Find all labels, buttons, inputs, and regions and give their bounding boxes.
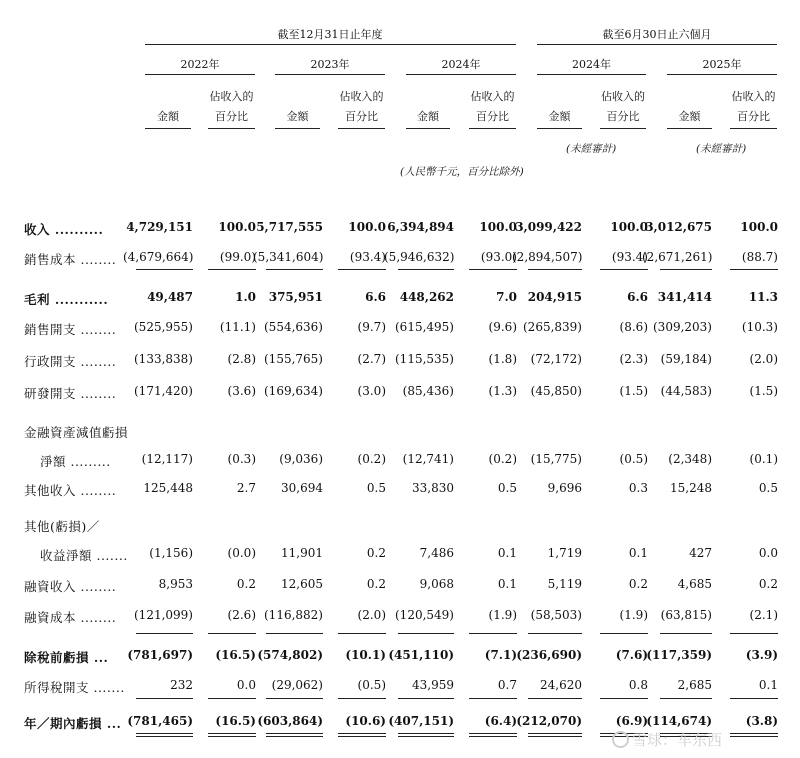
percent-cell: (7.6) <box>615 648 648 662</box>
subtotal-rule <box>600 269 648 270</box>
subtotal-rule <box>338 633 386 634</box>
sub-rule <box>730 128 777 129</box>
subtotal-rule <box>398 633 454 634</box>
amount-header: 金額 <box>548 110 571 123</box>
percent-cell: (3.0) <box>357 384 386 398</box>
row-label: 銷售開支 ........ <box>24 322 117 337</box>
amount-cell: 9,068 <box>419 577 454 591</box>
subtotal-rule <box>660 269 712 270</box>
subtotal-rule <box>338 698 386 699</box>
amount-cell: 341,414 <box>657 290 712 304</box>
total-rule <box>398 733 454 734</box>
percent-cell: 0.1 <box>497 577 517 591</box>
percent-header-line1: 佔收入的 <box>470 90 515 103</box>
percent-header-line1: 佔收入的 <box>601 90 645 103</box>
subtotal-rule <box>528 633 582 634</box>
percent-cell: (1.5) <box>619 384 648 398</box>
subtotal-rule <box>469 633 517 634</box>
percent-cell: (93.4) <box>349 250 386 264</box>
percent-cell: 0.1 <box>497 546 517 560</box>
percent-cell: 0.2 <box>366 546 386 560</box>
subtotal-rule <box>730 269 778 270</box>
amount-cell: (9,036) <box>279 452 323 466</box>
row-label-cont: 淨額 ......... <box>40 454 111 469</box>
amount-cell: (45,850) <box>530 384 582 398</box>
subtotal-rule <box>338 269 386 270</box>
amount-header: 金額 <box>286 110 309 123</box>
subtotal-rule <box>528 269 582 270</box>
year-header: 2024年 <box>441 58 481 71</box>
percent-cell: (1.8) <box>488 352 517 366</box>
total-rule <box>469 736 517 737</box>
percent-cell: (0.0) <box>227 546 256 560</box>
row-label: 除稅前虧損 ... <box>24 650 109 665</box>
row-label: 收入 .......... <box>24 222 104 237</box>
percent-cell: (1.3) <box>488 384 517 398</box>
amount-cell: 9,696 <box>547 481 582 495</box>
row-label: 融資收入 ........ <box>24 579 117 594</box>
row-label: 金融資產減值虧損 <box>24 425 129 440</box>
amount-cell: 2,685 <box>677 678 712 692</box>
amount-cell: (120,549) <box>395 608 454 622</box>
percent-cell: (0.5) <box>619 452 648 466</box>
percent-cell: (93.4) <box>611 250 648 264</box>
amount-cell: (115,535) <box>395 352 454 366</box>
total-rule <box>338 736 386 737</box>
percent-header-line2: 百分比 <box>345 110 378 123</box>
percent-cell: 0.0 <box>758 546 778 560</box>
group-header-interim: 截至6月30日止六個月 <box>602 28 712 41</box>
percent-cell: (1.5) <box>749 384 778 398</box>
percent-cell: (2.3) <box>619 352 648 366</box>
amount-header: 金額 <box>678 110 701 123</box>
amount-cell: 33,830 <box>412 481 454 495</box>
amount-cell: (12,117) <box>141 452 193 466</box>
percent-cell: (8.6) <box>619 320 648 334</box>
percent-header-line2: 百分比 <box>215 110 248 123</box>
percent-cell: 7.0 <box>496 290 517 304</box>
amount-cell: (407,151) <box>388 714 454 728</box>
total-rule <box>208 736 256 737</box>
percent-cell: (0.2) <box>357 452 386 466</box>
percent-cell: (10.3) <box>741 320 778 334</box>
amount-cell: (554,636) <box>264 320 323 334</box>
percent-cell: 0.3 <box>628 481 648 495</box>
percent-cell: (9.6) <box>488 320 517 334</box>
amount-header: 金額 <box>417 110 439 123</box>
amount-cell: 5,119 <box>547 577 582 591</box>
percent-cell: (0.2) <box>488 452 517 466</box>
amount-cell: (2,894,507) <box>512 250 583 264</box>
amount-cell: (15,775) <box>530 452 582 466</box>
amount-cell: (155,765) <box>264 352 323 366</box>
percent-cell: 0.5 <box>497 481 517 495</box>
subtotal-rule <box>136 633 193 634</box>
row-label: 其他(虧損)／ <box>24 519 100 534</box>
percent-header-line1: 佔收入的 <box>339 90 384 103</box>
subtotal-rule <box>398 698 454 699</box>
amount-cell: 7,486 <box>419 546 454 560</box>
row-label: 行政開支 ........ <box>24 354 117 369</box>
percent-cell: (10.1) <box>345 648 386 662</box>
year-rule <box>406 74 516 75</box>
amount-cell: 1,719 <box>547 546 582 560</box>
subtotal-rule <box>266 633 323 634</box>
subtotal-rule <box>398 269 454 270</box>
percent-cell: 100.0 <box>740 220 778 234</box>
subtotal-rule <box>600 633 648 634</box>
year-header: 2023年 <box>310 58 350 71</box>
amount-cell: 12,605 <box>281 577 323 591</box>
subtotal-rule <box>660 698 712 699</box>
subtotal-rule <box>600 698 648 699</box>
amount-cell: (121,099) <box>134 608 193 622</box>
group-header-annual: 截至12月31日止年度 <box>277 28 383 41</box>
amount-cell: (603,864) <box>257 714 323 728</box>
row-label: 其他收入 ........ <box>24 483 117 498</box>
amount-cell: (85,436) <box>402 384 454 398</box>
percent-cell: 2.7 <box>236 481 256 495</box>
amount-cell: 11,901 <box>281 546 323 560</box>
amount-cell: 375,951 <box>268 290 323 304</box>
amount-cell: (781,697) <box>127 648 193 662</box>
amount-cell: 6,394,894 <box>387 220 454 234</box>
sub-rule <box>469 128 516 129</box>
percent-cell: (9.7) <box>357 320 386 334</box>
amount-cell: (1,156) <box>149 546 193 560</box>
unaudited-note: (未經審計) <box>566 143 617 155</box>
percent-cell: (0.3) <box>227 452 256 466</box>
amount-cell: (451,110) <box>388 648 454 662</box>
amount-cell: 5,717,555 <box>256 220 323 234</box>
subtotal-rule <box>266 698 323 699</box>
percent-cell: 100.0 <box>610 220 648 234</box>
amount-cell: (781,465) <box>127 714 193 728</box>
percent-cell: (2.7) <box>357 352 386 366</box>
percent-cell: 0.2 <box>236 577 256 591</box>
total-rule <box>528 733 582 734</box>
amount-cell: 49,487 <box>147 290 193 304</box>
percent-cell: 100.0 <box>218 220 256 234</box>
percent-cell: (0.1) <box>749 452 778 466</box>
total-rule <box>136 733 193 734</box>
amount-cell: (133,838) <box>134 352 193 366</box>
amount-cell: (58,503) <box>530 608 582 622</box>
amount-cell: (236,690) <box>516 648 582 662</box>
year-header: 2022年 <box>180 58 220 71</box>
amount-cell: 43,959 <box>412 678 454 692</box>
percent-header-line2: 百分比 <box>606 110 640 123</box>
amount-cell: 448,262 <box>399 290 454 304</box>
amount-cell: 232 <box>170 678 193 692</box>
percent-cell: (1.9) <box>488 608 517 622</box>
percent-header-line1: 佔收入的 <box>731 90 776 103</box>
row-label: 所得稅開支 ....... <box>24 680 125 695</box>
amount-cell: (44,583) <box>660 384 712 398</box>
sub-rule <box>208 128 255 129</box>
year-header: 2024年 <box>572 58 611 71</box>
total-rule <box>136 736 193 737</box>
percent-cell: (16.5) <box>215 648 256 662</box>
subtotal-rule <box>266 269 323 270</box>
amount-cell: (265,839) <box>523 320 582 334</box>
group-rule-annual <box>145 44 516 45</box>
subtotal-rule <box>528 698 582 699</box>
percent-cell: (6.9) <box>615 714 648 728</box>
year-rule <box>667 74 777 75</box>
amount-cell: 4,729,151 <box>126 220 193 234</box>
amount-cell: (59,184) <box>660 352 712 366</box>
total-rule <box>266 733 323 734</box>
watermark-text: 雪球：车东西 <box>632 731 723 749</box>
percent-cell: (93.0) <box>480 250 517 264</box>
amount-cell: (116,882) <box>264 608 323 622</box>
row-label: 融資成本 ........ <box>24 610 117 625</box>
percent-cell: 6.6 <box>365 290 386 304</box>
amount-cell: (117,359) <box>646 648 712 662</box>
percent-cell: 0.8 <box>628 678 648 692</box>
percent-cell: (88.7) <box>741 250 778 264</box>
subtotal-rule <box>208 633 256 634</box>
percent-cell: (11.1) <box>219 320 256 334</box>
amount-cell: (72,172) <box>530 352 582 366</box>
sub-rule <box>667 128 712 129</box>
group-rule-interim <box>537 44 777 45</box>
row-label: 銷售成本 ........ <box>24 252 117 267</box>
row-label-cont: 收益淨額 ....... <box>40 548 128 563</box>
percent-cell: (0.5) <box>357 678 386 692</box>
percent-cell: (6.4) <box>484 714 517 728</box>
total-rule <box>266 736 323 737</box>
amount-cell: (2,348) <box>668 452 712 466</box>
percent-cell: (2.8) <box>227 352 256 366</box>
amount-cell: (309,203) <box>653 320 712 334</box>
year-rule <box>275 74 385 75</box>
amount-cell: (574,802) <box>257 648 323 662</box>
unaudited-note: (未經審計) <box>696 143 747 155</box>
percent-cell: 0.2 <box>366 577 386 591</box>
percent-cell: (16.5) <box>215 714 256 728</box>
amount-cell: (5,946,632) <box>384 250 455 264</box>
sub-rule <box>338 128 385 129</box>
percent-header-line1: 佔收入的 <box>209 90 254 103</box>
subtotal-rule <box>730 633 778 634</box>
amount-header: 金額 <box>157 110 179 123</box>
watermark-icon <box>612 731 629 748</box>
amount-cell: (2,671,261) <box>642 250 713 264</box>
amount-cell: (169,634) <box>264 384 323 398</box>
subtotal-rule <box>208 269 256 270</box>
amount-cell: 125,448 <box>143 481 193 495</box>
amount-cell: 427 <box>689 546 712 560</box>
percent-cell: (2.0) <box>357 608 386 622</box>
percent-cell: 100.0 <box>348 220 386 234</box>
subtotal-rule <box>730 698 778 699</box>
percent-cell: (7.1) <box>484 648 517 662</box>
percent-cell: (2.1) <box>749 608 778 622</box>
amount-cell: 8,953 <box>158 577 193 591</box>
row-label: 年／期內虧損 ... <box>24 716 122 731</box>
row-label: 毛利 ........... <box>24 292 109 307</box>
amount-cell: (525,955) <box>134 320 193 334</box>
total-rule <box>208 733 256 734</box>
percent-header-line2: 百分比 <box>737 110 770 123</box>
subtotal-rule <box>208 698 256 699</box>
year-rule <box>145 74 255 75</box>
subtotal-rule <box>469 269 517 270</box>
percent-cell: (2.0) <box>749 352 778 366</box>
amount-cell: (114,674) <box>646 714 712 728</box>
unit-note: (人民幣千元，百分比除外) <box>400 166 524 178</box>
total-rule <box>338 733 386 734</box>
percent-cell: (3.6) <box>227 384 256 398</box>
total-rule <box>730 736 778 737</box>
amount-cell: 4,685 <box>677 577 712 591</box>
amount-cell: 204,915 <box>527 290 582 304</box>
percent-cell: (3.8) <box>745 714 778 728</box>
sub-rule <box>145 128 191 129</box>
amount-cell: 24,620 <box>540 678 582 692</box>
row-label: 研發開支 ........ <box>24 386 117 401</box>
amount-cell: (29,062) <box>271 678 323 692</box>
total-rule <box>528 736 582 737</box>
year-rule <box>537 74 646 75</box>
amount-cell: (63,815) <box>660 608 712 622</box>
percent-cell: (1.9) <box>619 608 648 622</box>
amount-cell: (4,679,664) <box>123 250 194 264</box>
percent-cell: 0.7 <box>497 678 517 692</box>
percent-cell: (3.9) <box>745 648 778 662</box>
total-rule <box>398 736 454 737</box>
percent-cell: (10.6) <box>345 714 386 728</box>
total-rule <box>469 733 517 734</box>
total-rule <box>730 733 778 734</box>
percent-cell: (2.6) <box>227 608 256 622</box>
amount-cell: 15,248 <box>670 481 712 495</box>
amount-cell: (5,341,604) <box>253 250 324 264</box>
percent-cell: (99.0) <box>219 250 256 264</box>
year-header: 2025年 <box>702 58 742 71</box>
percent-cell: 0.1 <box>758 678 778 692</box>
percent-cell: 0.1 <box>628 546 648 560</box>
percent-cell: 0.2 <box>628 577 648 591</box>
percent-cell: 0.2 <box>758 577 778 591</box>
percent-cell: 0.0 <box>236 678 256 692</box>
amount-cell: 3,099,422 <box>515 220 582 234</box>
amount-cell: (171,420) <box>134 384 193 398</box>
subtotal-rule <box>469 698 517 699</box>
percent-cell: 11.3 <box>748 290 778 304</box>
percent-header-line2: 百分比 <box>476 110 509 123</box>
subtotal-rule <box>660 633 712 634</box>
percent-cell: 100.0 <box>479 220 517 234</box>
percent-cell: 0.5 <box>366 481 386 495</box>
percent-cell: 0.5 <box>758 481 778 495</box>
percent-cell: 6.6 <box>627 290 648 304</box>
sub-rule <box>406 128 450 129</box>
amount-cell: 3,012,675 <box>645 220 712 234</box>
percent-cell: 1.0 <box>235 290 256 304</box>
amount-cell: (212,070) <box>516 714 582 728</box>
amount-cell: 30,694 <box>281 481 323 495</box>
sub-rule <box>600 128 646 129</box>
subtotal-rule <box>136 269 193 270</box>
amount-cell: (12,741) <box>402 452 454 466</box>
subtotal-rule <box>136 698 193 699</box>
sub-rule <box>275 128 320 129</box>
sub-rule <box>537 128 582 129</box>
amount-cell: (615,495) <box>395 320 454 334</box>
